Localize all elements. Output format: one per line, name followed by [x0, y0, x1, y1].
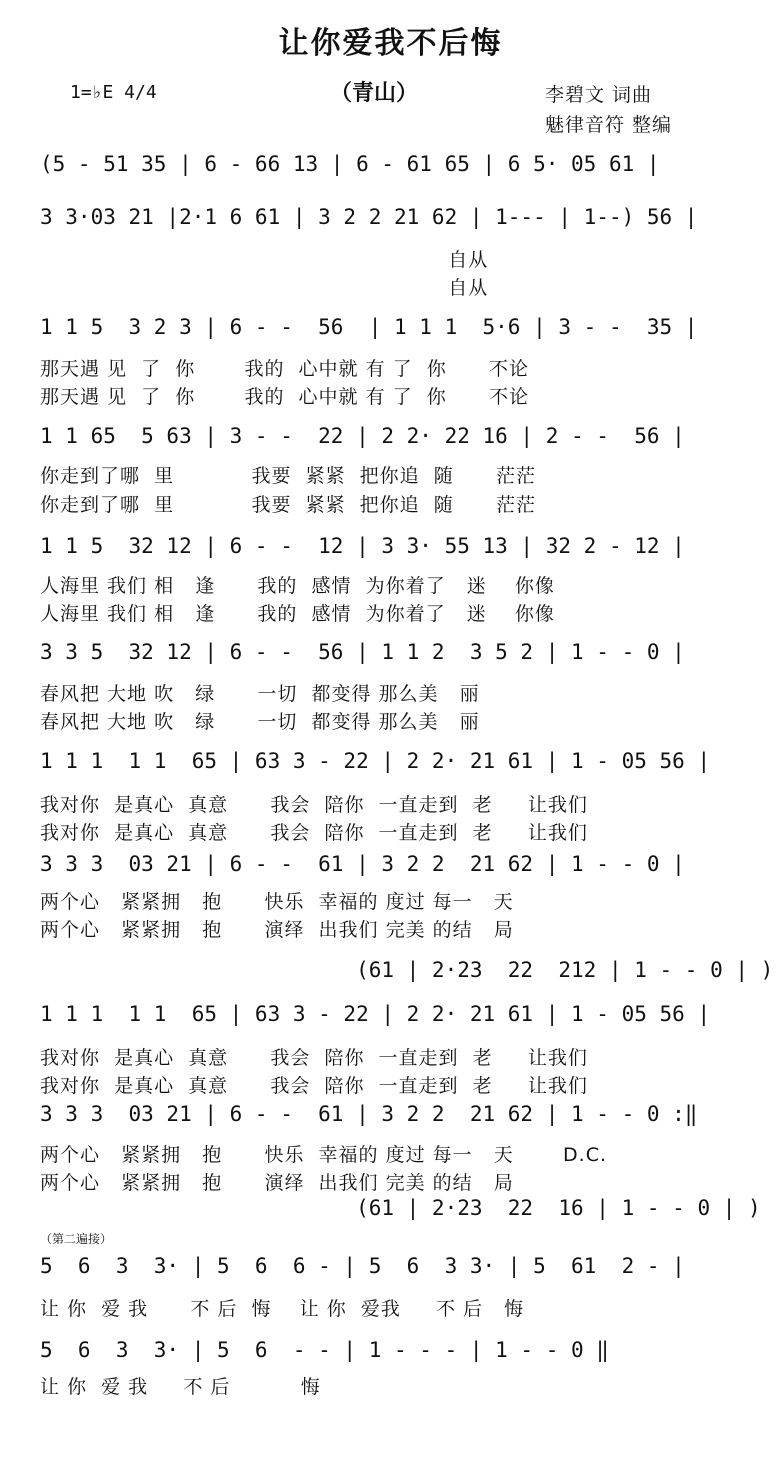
lyric-line: 人海里 我们 相 逢 我的 感情 为你着了 迷 你像 [40, 575, 555, 597]
lyric-line: 让 你 爱 我 不 后 悔 让 你 爱我 不 后 悔 [40, 1298, 525, 1320]
lyric-line: 你走到了哪 里 我要 紧紧 把你追 随 茫茫 [40, 465, 536, 487]
notation-line: 3 3 3 03 21 | 6 - - 61 | 3 2 2 21 62 | 1 - - 0 | [40, 852, 685, 876]
lyric-line: 我对你 是真心 真意 我会 陪你 一直走到 老 让我们 [40, 1047, 588, 1069]
song-title: 让你爱我不后悔 [278, 26, 503, 61]
lyric-line: 两个心 紧紧拥 抱 演绎 出我们 完美 的结 局 [40, 919, 514, 941]
notation-line: (61 | 2·23 22 212 | 1 - - 0 | ) [40, 958, 774, 982]
lyric-line: 两个心 紧紧拥 抱 快乐 幸福的 度过 每一 天 [40, 891, 514, 913]
lyric-line: 春风把 大地 吹 绿 一切 都变得 那么美 丽 [40, 711, 480, 733]
arranger-credit: 魅律音符 整编 [545, 114, 673, 136]
notation-line: 1 1 5 3 2 3 | 6 - - 56 | 1 1 1 5·6 | 3 - - 35 | [40, 315, 698, 339]
lyric-line: 我对你 是真心 真意 我会 陪你 一直走到 老 让我们 [40, 1075, 588, 1097]
second-ending-label: （第二遍接） [40, 1232, 113, 1246]
lyric-line: 我对你 是真心 真意 我会 陪你 一直走到 老 让我们 [40, 794, 588, 816]
notation-line: 1 1 1 1 1 65 | 63 3 - 22 | 2 2· 21 61 | 1 - 05 56 | [40, 1002, 711, 1026]
lyric-line: 你走到了哪 里 我要 紧紧 把你追 随 茫茫 [40, 494, 536, 516]
notation-line: (61 | 2·23 22 16 | 1 - - 0 | ) [40, 1196, 761, 1220]
lyric-line: 那天遇 见 了 你 我的 心中就 有 了 你 不论 [40, 358, 529, 380]
notation-line: 5 6 3 3· | 5 6 6 - | 5 6 3 3· | 5 61 2 - | [40, 1254, 685, 1278]
lyric-line: 两个心 紧紧拥 抱 演绎 出我们 完美 的结 局 [40, 1172, 514, 1194]
composer-credit: 李碧文 词曲 [545, 84, 653, 106]
lyric-line: 让 你 爱 我 不 后 悔 [40, 1376, 321, 1398]
lyric-line: 我对你 是真心 真意 我会 陪你 一直走到 老 让我们 [40, 822, 588, 844]
lyric-line: 自从 [40, 277, 489, 299]
notation-line: 1 1 1 1 1 65 | 63 3 - 22 | 2 2· 21 61 | 1 - 05 56 | [40, 749, 711, 773]
lyric-line: 那天遇 见 了 你 我的 心中就 有 了 你 不论 [40, 386, 529, 408]
notation-line: 1 1 65 5 63 | 3 - - 22 | 2 2· 22 16 | 2 - - 56 | [40, 424, 685, 448]
lyric-line: 两个心 紧紧拥 抱 快乐 幸福的 度过 每一 天 D.C. [40, 1144, 608, 1166]
lyric-line: 人海里 我们 相 逢 我的 感情 为你着了 迷 你像 [40, 603, 555, 625]
lyric-line: 春风把 大地 吹 绿 一切 都变得 那么美 丽 [40, 683, 480, 705]
notation-line: 3 3 3 03 21 | 6 - - 61 | 3 2 2 21 62 | 1 - - 0 :‖ [40, 1102, 698, 1126]
notation-line: 1 1 5 32 12 | 6 - - 12 | 3 3· 55 13 | 32 2 - 12 | [40, 534, 685, 558]
notation-line: 3 3·03 21 |2·1 6 61 | 3 2 2 21 62 | 1--- | 1--) 56 | [40, 205, 698, 229]
lyric-line: 自从 [40, 249, 489, 271]
notation-line: 5 6 3 3· | 5 6 - - | 1 - - - | 1 - - 0 ‖ [40, 1338, 609, 1362]
song-subtitle: （青山） [330, 81, 419, 106]
notation-line: (5 - 51 35 | 6 - 66 13 | 6 - 61 65 | 6 5· 05 61 | [40, 152, 660, 176]
notation-line: 3 3 5 32 12 | 6 - - 56 | 1 1 2 3 5 2 | 1 - - 0 | [40, 640, 685, 664]
key-signature: 1=♭E 4/4 [70, 82, 157, 103]
